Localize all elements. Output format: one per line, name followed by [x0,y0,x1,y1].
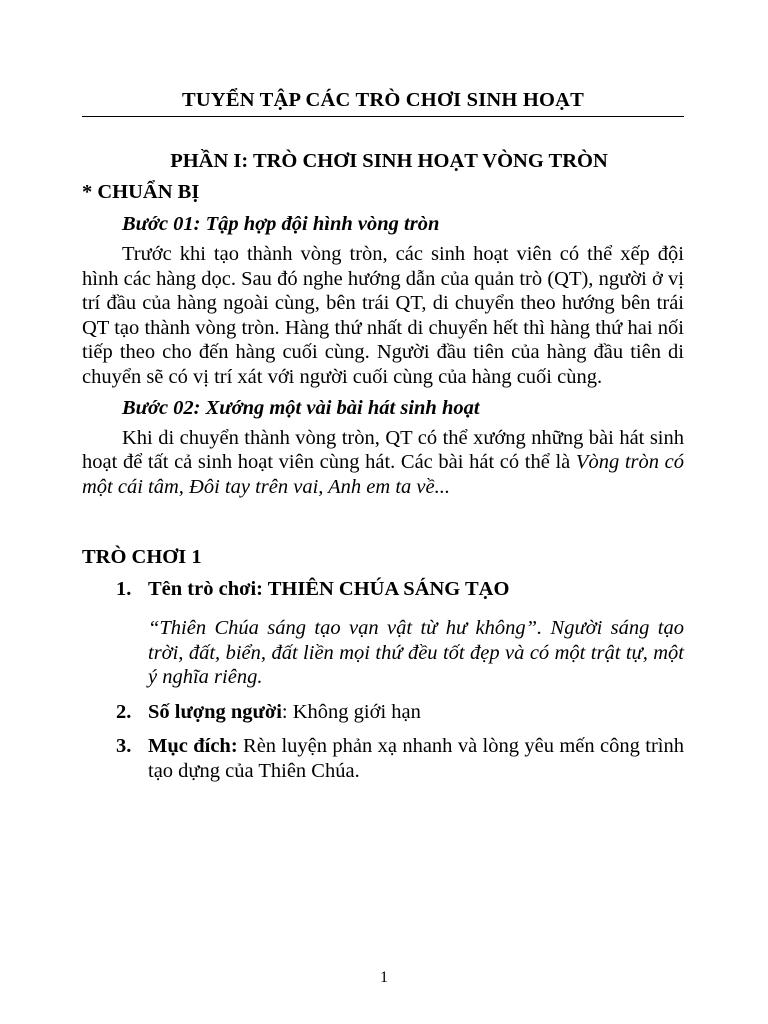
game-1-list [82,577,684,783]
step-2-heading: Bước 02: Xướng một vài bài hát sinh hoạt [122,396,480,419]
list-item-number: 2. [116,700,132,723]
list-item-line [148,734,684,783]
list-item-value: Rèn luyện phản xạ nhanh và lòng yêu mến công trình tạo dựng của Thiên Chúa. [148,735,684,782]
step-2-intro-text: Khi di chuyển thành vòng tròn, QT có thể xướng những bài hát sinh hoạt để tất cả sinh hoạt viên cùng hát. Các bài hát có thể là [82,426,684,474]
list-item [82,734,684,783]
list-item [82,577,684,689]
list-item-line [148,577,684,602]
prep-heading: * CHUẨN BỊ [82,181,200,203]
part-title: PHẦN I: TRÒ CHƠI SINH HOẠT VÒNG TRÒN [170,150,608,172]
list-item [82,700,684,725]
step-2-song-list: Vòng tròn có một cái tâm, Đôi tay trên vai, Anh em ta về... [82,451,685,498]
list-item-label: Mục đích: [148,735,238,758]
step-2-paragraph [82,426,684,500]
page-number: 1 [380,969,388,986]
game-1-heading: TRÒ CHƠI 1 [82,546,202,569]
list-item-number: 1. [116,578,132,601]
game-name: THIÊN CHÚA SÁNG TẠO [267,578,510,601]
list-item-line [148,700,684,725]
list-item-number: 3. [116,735,132,758]
step-1-paragraph: Trước khi tạo thành vòng tròn, các sinh hoạt viên có thể xếp đội hình các hàng dọc. Sau đó nghe hướng dẫn của quản trò (QT), người ở vị trí đầu của hàng ngoài cùng, bên trái QT, di chuyển theo hướng bên trái QT tạo thành vòng tròn. Hàng thứ nhất di chuyển hết thì hàng thứ hai nối tiếp theo cho đến hàng cuối cùng. Người đầu tiên của hàng đầu tiên di chuyển sẽ có vị trí xát với người cuối cùng của hàng cuối cùng. [82,243,684,388]
step-1-heading: Bước 01: Tập hợp đội hình vòng tròn [122,213,440,235]
list-item-value: : Không giới hạn [281,700,421,723]
game-description-quote: “Thiên Chúa sáng tạo vạn vật từ hư không”. Người sáng tạo trời, đất, biển, đất liền mọi thứ đều tốt đẹp và có một trật tự, một ý nghĩa riêng. [148,616,684,689]
document-title: TUYỂN TẬP CÁC TRÒ CHƠI SINH HOẠT [82,86,684,117]
list-item-label: Số lượng người [148,700,282,723]
list-item-label: Tên trò chơi: [148,578,268,601]
